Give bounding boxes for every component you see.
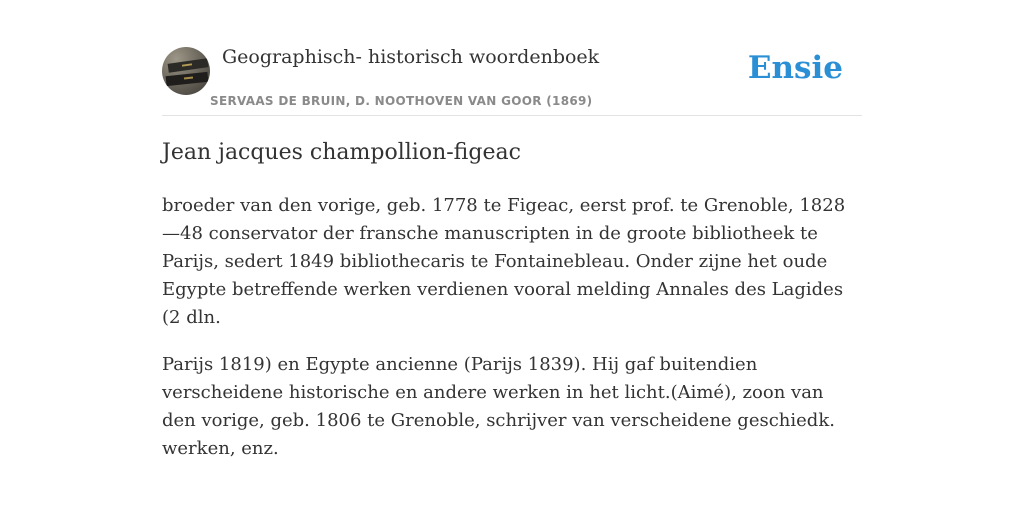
entry-body bbox=[162, 192, 862, 482]
book-title-link[interactable]: Geographisch- historisch woordenboek bbox=[222, 46, 600, 68]
ensie-logo-link[interactable]: Ensie bbox=[747, 50, 843, 86]
old-books-thumbnail-icon[interactable] bbox=[162, 47, 210, 95]
book-header bbox=[162, 0, 862, 116]
book-author-year: SERVAAS DE BRUIN, D. NOOTHOVEN VAN GOOR (1869) bbox=[210, 94, 593, 108]
entry-card bbox=[162, 0, 862, 512]
entry-paragraph: Parijs 1819) en Egypte ancienne (Parijs 1839). Hij gaf buitendien verscheidene historische en andere werken in het licht.(Aimé), zoon van den vorige, geb. 1806 te Grenoble, schrijver van verscheidene geschiedk. werken, enz. bbox=[162, 354, 835, 459]
entry-paragraph: broeder van den vorige, geb. 1778 te Figeac, eerst prof. te Grenoble, 1828—48 conservator der fransche manuscripten in de groote bibliotheek te Parijs, sedert 1849 bibliothecaris te Fontainebleau. Onder zijne het oude Egypte betreffende werken verdienen vooral melding Annales des Lagides (2 dln. bbox=[162, 195, 846, 328]
entry-title: Jean jacques champollion-figeac bbox=[162, 140, 521, 165]
